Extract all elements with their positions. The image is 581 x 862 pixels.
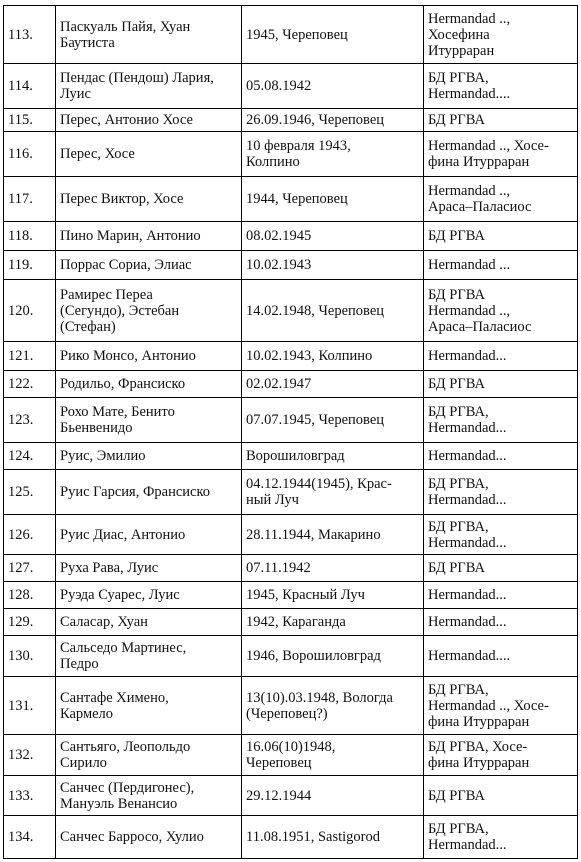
cell-name: Паскуаль Пайя, Хуан Баутиста — [56, 6, 242, 64]
records-table — [3, 5, 578, 859]
table-row — [4, 342, 578, 371]
cell-date: 16.06(10)1948, Череповец — [242, 735, 424, 776]
cell-source: БД РГВА, Hermandad... — [424, 515, 578, 555]
cell-date: 28.11.1944, Макарино — [242, 515, 424, 555]
cell-date: 10 февраля 1943, Колпино — [242, 132, 424, 177]
table-row — [4, 280, 578, 342]
table-row — [4, 470, 578, 515]
cell-name: Сантафе Химено, Кармело — [56, 677, 242, 735]
cell-source: БД РГВА, Hermandad... — [424, 398, 578, 443]
cell-num: 121. — [4, 342, 56, 371]
cell-name: Сантьяго, Леопольдо Сирило — [56, 735, 242, 776]
cell-source: Hermandad ... — [424, 251, 578, 280]
table-row — [4, 636, 578, 677]
cell-source: БД РГВА Hermandad .., Араса–Паласиос — [424, 280, 578, 342]
table-row — [4, 515, 578, 555]
cell-num: 122. — [4, 371, 56, 398]
table-row — [4, 109, 578, 132]
cell-num: 117. — [4, 177, 56, 222]
cell-name: Сальседо Мартинес, Педро — [56, 636, 242, 677]
cell-num: 115. — [4, 109, 56, 132]
table-row — [4, 371, 578, 398]
cell-name: Перес, Хосе — [56, 132, 242, 177]
cell-date: 1942, Караганда — [242, 609, 424, 636]
cell-name: Рико Монсо, Антонио — [56, 342, 242, 371]
cell-source: Hermandad... — [424, 582, 578, 609]
cell-name: Руис Диас, Антонио — [56, 515, 242, 555]
cell-num: 118. — [4, 222, 56, 251]
cell-num: 130. — [4, 636, 56, 677]
cell-date: 14.02.1948, Череповец — [242, 280, 424, 342]
cell-num: 131. — [4, 677, 56, 735]
cell-date: 1944, Череповец — [242, 177, 424, 222]
cell-source: БД РГВА, Хосе- фина Итурраран — [424, 735, 578, 776]
cell-date: 10.02.1943, Колпино — [242, 342, 424, 371]
table-row — [4, 6, 578, 64]
cell-source: БД РГВА, Hermandad.... — [424, 64, 578, 109]
cell-num: 128. — [4, 582, 56, 609]
cell-date: 1946, Ворошиловград — [242, 636, 424, 677]
cell-date: 1945, Череповец — [242, 6, 424, 64]
cell-source: Hermandad... — [424, 342, 578, 371]
cell-date: 04.12.1944(1945), Крас- ный Луч — [242, 470, 424, 515]
table-row — [4, 776, 578, 816]
cell-source: БД РГВА, Hermandad... — [424, 816, 578, 859]
table-body — [4, 6, 578, 859]
cell-name: Руис, Эмилио — [56, 443, 242, 470]
cell-source: Hermandad .., Араса–Паласиос — [424, 177, 578, 222]
cell-date: 11.08.1951, Sastigorod — [242, 816, 424, 859]
cell-name: Рохо Мате, Бенито Бьенвенидо — [56, 398, 242, 443]
cell-source: БД РГВА — [424, 371, 578, 398]
cell-date: Ворошиловград — [242, 443, 424, 470]
cell-date: 29.12.1944 — [242, 776, 424, 816]
cell-num: 123. — [4, 398, 56, 443]
cell-name: Санчес (Пердигонес), Мануэль Венансио — [56, 776, 242, 816]
cell-num: 119. — [4, 251, 56, 280]
cell-num: 113. — [4, 6, 56, 64]
cell-source: Hermandad... — [424, 609, 578, 636]
cell-name: Саласар, Хуан — [56, 609, 242, 636]
cell-date: 13(10).03.1948, Вологда (Череповец?) — [242, 677, 424, 735]
cell-source: БД РГВА — [424, 109, 578, 132]
cell-name: Руис Гарсия, Франсиско — [56, 470, 242, 515]
cell-date: 1945, Красный Луч — [242, 582, 424, 609]
cell-num: 116. — [4, 132, 56, 177]
cell-name: Поррас Сориа, Элиас — [56, 251, 242, 280]
cell-date: 05.08.1942 — [242, 64, 424, 109]
cell-num: 126. — [4, 515, 56, 555]
table-row — [4, 443, 578, 470]
cell-name: Руэда Суарес, Луис — [56, 582, 242, 609]
cell-name: Руха Рава, Луис — [56, 555, 242, 582]
cell-source: Hermandad .., Хосефина Итурраран — [424, 6, 578, 64]
cell-name: Перес Виктор, Хосе — [56, 177, 242, 222]
table-row — [4, 735, 578, 776]
cell-name: Пендас (Пендош) Лария, Луис — [56, 64, 242, 109]
cell-name: Санчес Барросо, Хулио — [56, 816, 242, 859]
cell-name: Перес, Антонио Хосе — [56, 109, 242, 132]
cell-source: БД РГВА — [424, 222, 578, 251]
cell-date: 10.02.1943 — [242, 251, 424, 280]
table-row — [4, 609, 578, 636]
cell-num: 134. — [4, 816, 56, 859]
table-row — [4, 251, 578, 280]
cell-name: Рамирес Переа (Сегундо), Эстебан (Стефан) — [56, 280, 242, 342]
cell-source: Hermandad .., Хосе- фина Итурраран — [424, 132, 578, 177]
table-row — [4, 582, 578, 609]
cell-name: Родильо, Франсиско — [56, 371, 242, 398]
cell-source: БД РГВА, Hermandad .., Хосе- фина Итурраран — [424, 677, 578, 735]
cell-num: 124. — [4, 443, 56, 470]
cell-date: 08.02.1945 — [242, 222, 424, 251]
cell-date: 07.07.1945, Череповец — [242, 398, 424, 443]
table-row — [4, 64, 578, 109]
table-row — [4, 132, 578, 177]
cell-num: 133. — [4, 776, 56, 816]
cell-num: 127. — [4, 555, 56, 582]
cell-source: БД РГВА — [424, 555, 578, 582]
table-row — [4, 677, 578, 735]
table-row — [4, 398, 578, 443]
cell-date: 02.02.1947 — [242, 371, 424, 398]
cell-source: Hermandad.... — [424, 636, 578, 677]
cell-num: 125. — [4, 470, 56, 515]
cell-name: Пино Марин, Антонио — [56, 222, 242, 251]
table-row — [4, 177, 578, 222]
cell-num: 132. — [4, 735, 56, 776]
cell-num: 114. — [4, 64, 56, 109]
cell-num: 120. — [4, 280, 56, 342]
table-row — [4, 816, 578, 859]
cell-date: 26.09.1946, Череповец — [242, 109, 424, 132]
cell-source: БД РГВА, Hermandad... — [424, 470, 578, 515]
cell-source: БД РГВА — [424, 776, 578, 816]
table-row — [4, 555, 578, 582]
table-row — [4, 222, 578, 251]
cell-num: 129. — [4, 609, 56, 636]
cell-date: 07.11.1942 — [242, 555, 424, 582]
cell-source: Hermandad... — [424, 443, 578, 470]
